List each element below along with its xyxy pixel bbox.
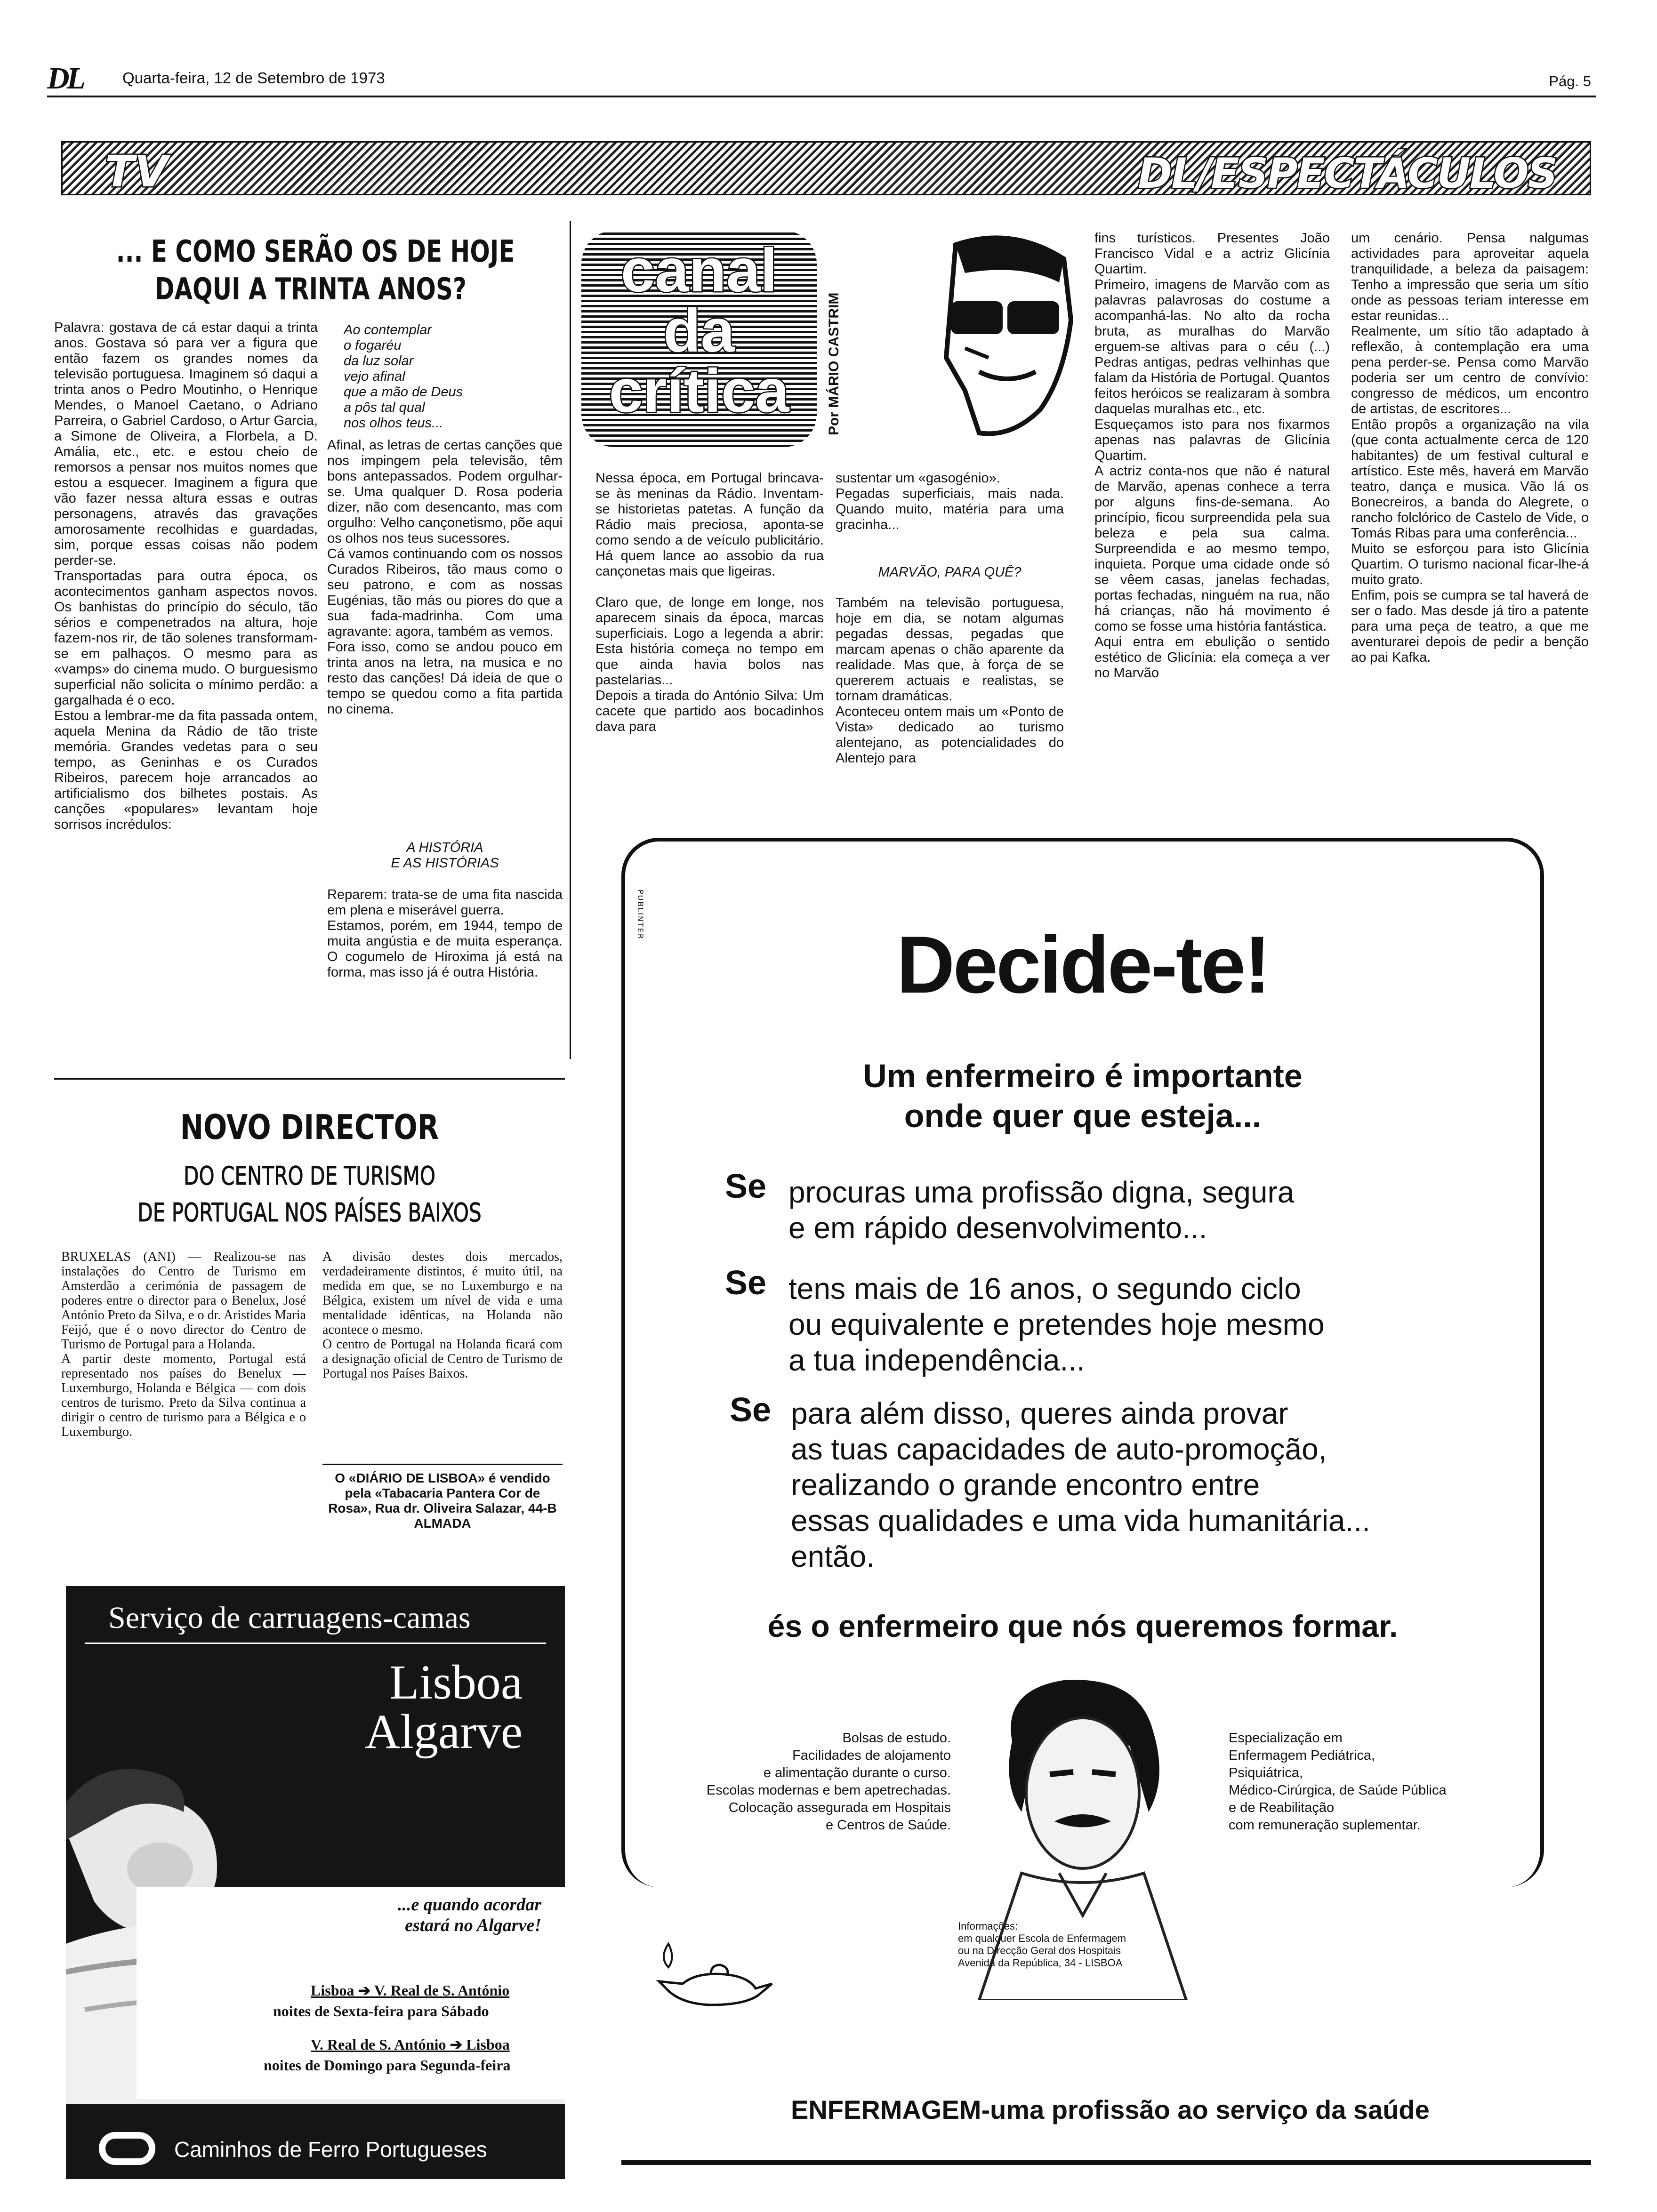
cp-ad-route2: Algarve	[365, 1705, 523, 1759]
article2-subtitle2: DE PORTUGAL NOS PAÍSES BAIXOS	[137, 1198, 482, 1227]
headline-line2: DAQUI A TRINTA ANOS?	[155, 272, 467, 307]
critica-logo-word1: canal	[620, 236, 778, 305]
nursing-ad-title: Decide-te!	[896, 920, 1269, 1010]
article1-column2: Afinal, as letras de certas canções que nos impingem pela televisão, têm bons antepassados. Podem orgulhar-se. Uma qualquer D. Rosa poderia dizer, não com desencanto, mas com orgulho: Velho cançonetismo, põe aqui os olhos nos teus sucessores. Cá vamos continuando com os nossos Curados Ribeiros, tão maus como o seu patrono, e com as nossas Eugénias, tão más ou piores do que a sua fada-madrinha. Com uma agravante: agora, também as vemos. Fora isso, como se andou pouco em trinta anos na letra, na musica e no resto das canções! Dá ideia de que o tempo se quedou como a fita partida no cinema.	[327, 438, 563, 717]
nursing-ad-info: Informações: em qualquer Escola de Enfermagem ou na Direcção Geral dos Hospitais Avenida da República, 34 - LISBOA	[958, 1920, 1126, 1969]
critica-column5: fins turísticos. Presentes João Francisco Vidal e a actriz Glicínia Quartim. Primeiro, imagens de Marvão com as palavras palavrosas do costume a acompanhá-las. No alto da rocha bruta, as muralhas do Marvão erguem-se altivas para o céu (...) Pedras antigas, pedras velhinhas que falam da História de Portugal. Quantos feitos heróicos se realizaram à sombra daquelas muralhas etc., etc. Esqueçamos isto para nos fixarmos apenas nas palavras de Glicínia Quartim. A actriz conta-nos que não é natural de Marvão, apenas conhece a terra por alguns fins-de-semana. Ao princípio, ficou surpreendida pela sua beleza e pela sua calma. Surpreendida e ao mesmo tempo, inquieta. Porque uma cidade onde só se vêem casas, janelas fechadas, portas fechadas, ninguém na rua, não há crianças, não há movimento é como se fosse uma história fantástica. Aqui entra em ebulição o sentido estético de Glicínia: ela começa a ver no Marvão	[1094, 231, 1330, 681]
critica-byline: Por MÁRIO CASTRIM	[826, 292, 842, 435]
nursing-ad-closing: és o enfermeiro que nós queremos formar.	[767, 1609, 1398, 1643]
se-label-3: Se	[730, 1391, 772, 1429]
masthead	[47, 61, 1596, 97]
critica-logo-word3: crítica	[609, 356, 789, 425]
article1-poem: Ao contemplar o fogaréu da luz solar vejo afinal que a mão de Deus a pôs tal qual nos olhos teus...	[344, 322, 463, 431]
distribution-notice: O «DIÁRIO DE LISBOA» é vendido pela «Tabacaria Pantera Cor de Rosa», Rua dr. Oliveira Salazar, 44-B ALMADA	[328, 1471, 557, 1531]
cp-ad-title: Serviço de carruagens-camas	[108, 1601, 471, 1635]
nursing-ad-point2: tens mais de 16 anos, o segundo ciclo ou equivalente e pretendes hoje mesmo a tua independência...	[788, 1272, 1325, 1377]
newspaper-logo: DL	[47, 61, 83, 96]
article1-subhead: A HISTÓRIA E AS HISTÓRIAS	[391, 840, 499, 871]
cp-ad-line2: V. Real de S. António ➔ Lisboa	[311, 2036, 510, 2053]
banner-tv: TV	[105, 146, 168, 197]
critica-column4b: Também na televisão portuguesa, hoje em dia, se notam algumas pegadas dessas, pegadas que marcam apenas o chão aparente da realidade. Mas que, à força de se quererem actuais e realistas, se tornam dramáticas. Aconteceu ontem mais um «Ponto de Vista» dedicado ao turismo alentejano, as potencialidades do Alentejo para	[836, 595, 1064, 766]
nursing-ad-footer: ENFERMAGEM-uma profissão ao serviço da saúde	[791, 2095, 1430, 2124]
nursing-ad-point1: procuras uma profissão digna, segura e em rápido desenvolvimento...	[788, 1175, 1295, 1245]
article2-column1: BRUXELAS (ANI) — Realizou-se nas instalações do Centro de Turismo em Amsterdão a cerimónia de passagem de poderes entre o director para o Benelux, José António Preto da Silva, e o dr. Aristides Maria Feijó, que é o novo director do Centro de Turismo de Portugal para a Holanda. A partir deste momento, Portugal está representado nos países do Benelux — Luxemburgo, Holanda e Bélgica — com dois centros de turismo. Preto da Silva continua a dirigir o centro de turismo para a Bélgica e o Luxemburgo.	[61, 1250, 306, 1439]
nursing-ad-agency: PUBLINTER	[636, 890, 645, 940]
nursing-ad-point3: para além disso, queres ainda provar as tuas capacidades de auto-promoção, realizando o grande encontro entre essas qualidades e uma vida humanitária... então.	[791, 1396, 1370, 1573]
cp-ad-line1: Lisboa ➔ V. Real de S. António	[311, 1982, 510, 1999]
nursing-ad-benefits: Bolsas de estudo. Facilidades de alojamento e alimentação durante o curso. Escolas modernas e bem apetrechadas. Colocação assegurada em Hospitais e Centros de Saúde.	[706, 1731, 951, 1833]
page-number: Pág. 5	[1549, 73, 1591, 89]
cp-ad-route1: Lisboa	[389, 1655, 523, 1709]
article2-title: NOVO DIRECTOR	[180, 1107, 439, 1147]
critica-logo	[581, 231, 817, 447]
cp-logo-icon	[99, 2132, 155, 2165]
oil-lamp-icon	[654, 1939, 777, 2014]
article1-column2b: Reparem: trata-se de uma fita nascida em plena e miserável guerra. Estamos, porém, em 1944, tempo de muita angústia e de muita esperança. O cogumelo de Hiroxima já está na forma, mas isso já é outra História.	[327, 887, 563, 980]
article2-column2: A divisão destes dois mercados, verdadeiramente distintos, é muito útil, na medida em que, se no Luxemburgo e na Bélgica, existem um nível de vida e uma mentalidade idênticas, na Holanda não acontece o mesmo. O centro de Portugal na Holanda ficará com a designação oficial de Centro de Turismo de Portugal nos Países Baixos.	[322, 1250, 563, 1381]
article2-subtitle1: DO CENTRO DE TURISMO	[184, 1161, 435, 1191]
nursing-ad-subtitle1: Um enfermeiro é importante	[863, 1058, 1303, 1094]
cp-ad-line2b: noites de Domingo para Segunda-feira	[264, 2057, 511, 2074]
headline-line1: ... E COMO SERÃO OS DE HOJE	[116, 234, 515, 269]
nursing-ad-bottom-rule	[621, 2160, 1591, 2165]
se-label-1: Se	[725, 1168, 767, 1205]
cp-ad-tagline: ...e quando acordar estará no Algarve!	[397, 1895, 541, 1935]
notice-rule	[322, 1464, 563, 1465]
banner-section-title: DL/ESPECTÁCULOS	[1138, 149, 1557, 198]
cp-ad-line1b: noites de Sexta-feira para Sábado	[273, 2003, 489, 2020]
nursing-ad-subtitle2: onde quer que esteja...	[904, 1098, 1262, 1134]
se-label-2: Se	[725, 1264, 767, 1302]
critica-logo-word2: da	[663, 296, 735, 365]
critica-column4: sustentar um «gasogénio». Pegadas superficiais, mais nada. Quando muito, matéria para uma gracinha...	[836, 471, 1064, 532]
article2-headline	[54, 1106, 565, 1231]
article1-column1: Palavra: gostava de cá estar daqui a trinta anos. Gostava só para ver a figura que então fazem os grandes nomes da televisão portuguesa. Imaginem só daqui a trinta anos o Pedro Moutinho, o Henrique Mendes, o Manoel Caetano, o Adriano Parreira, o Gabriel Cardoso, o Artur Garcia, a Simone de Oliveira, a Florbela, a D. Amália, etc., etc. e estou cheio de remorsos a pensar nos muitos nomes que estou a esquecer. Imaginem a figura que vão fazer nessa altura essas e outras personagens, através das gravações amorosamente recolhidas e guardadas, sim, porque essas coisas não podem perder-se. Transportadas para outra época, os acontecimentos ganham aspectos novos. Os banhistas do princípio do século, tão sérios e compenetrados na altura, hoje fazem-nos rir, de tão solenes transformam-se em palhaços. O mesmo para as «vamps» do cinema mudo. O burguesismo superficial não solicita o mínimo perdão: a gargalhada é o eco. Estou a lembrar-me da fita passada ontem, aquela Menina da Rádio de tão triste memória. Grandes vedetas para o seu tempo, as Geninhas e os Curados Ribeiros, parecem hoje arrancados ao artificialismo dos bilhetes postais. As canções «populares» levantam hoje sorrisos incrédulos:	[54, 320, 318, 832]
article2-top-rule	[54, 1078, 565, 1080]
critica-subhead: MARVÃO, PARA QUÊ?	[878, 565, 1022, 580]
critica-column6: um cenário. Pensa nalgumas actividades para aproveitar aquela tranquilidade, a beleza da paisagem: Tenho a impressão que seria um sítio onde as pessoas teriam interesse em estar reunidas... Realmente, um sítio tão adaptado à reflexão, à contemplação era uma pena perder-se. Pensa como Marvão poderia ser um centro de convívio: congresso de médicos, um encontro de artistas, de escritores... Então propôs a organização na vila (que conta actualmente cerca de 120 habitantes) de um festival cultural e artístico. Este mês, haverá em Marvão teatro, dança e musica. Vão lá os Bonecreiros, a banda do Alegrete, o rancho folclórico de Castelo de Vide, o Tomás Ribas para uma conferência... Muito se esforçou para isto Glicínia Quartim. O turismo nacional ficar-lhe-á muito grato. Enfim, pois se cumpra se tal haverá de ser o fado. Mas desde já tiro a patente para uma peça de teatro, a que me aventurarei depois de pedir a benção ao pai Kafka.	[1351, 231, 1589, 665]
column-divider	[570, 221, 571, 1059]
article1-headline	[61, 233, 560, 308]
issue-date: Quarta-feira, 12 de Setembro de 1973	[122, 69, 385, 87]
cp-ad-agency: CP-MAR	[529, 2080, 544, 2095]
section-banner	[61, 141, 1591, 198]
cp-ad-company: Caminhos de Ferro Portugueses	[174, 2137, 487, 2162]
critic-portrait	[937, 231, 1078, 449]
nursing-ad-specialisations: Especialização em Enfermagem Pediátrica, Psiquiátrica, Médico-Cirúrgica, de Saúde Pública e de Reabilitação com remuneração suplementar.	[1229, 1731, 1447, 1833]
cp-sleeper-ad	[66, 1586, 565, 2179]
critica-column3: Nessa época, em Portugal brincava-se às meninas da Rádio. Inventam-se historietas patetas. A função da Rádio mais preciosa, aponta-se como sendo a de veículo publicitário. Há quem lance ao assobio da rua cançonetas mais que ligeiras. Claro que, de longe em longe, nos aparecem sinais da época, marcas superficiais. Logo a legenda a abrir: Esta história começa no tempo em que ainda havia bolos nas pastelarias... Depois a tirada do António Silva: Um cacete que partido aos bocadinhos dava para	[595, 471, 824, 734]
